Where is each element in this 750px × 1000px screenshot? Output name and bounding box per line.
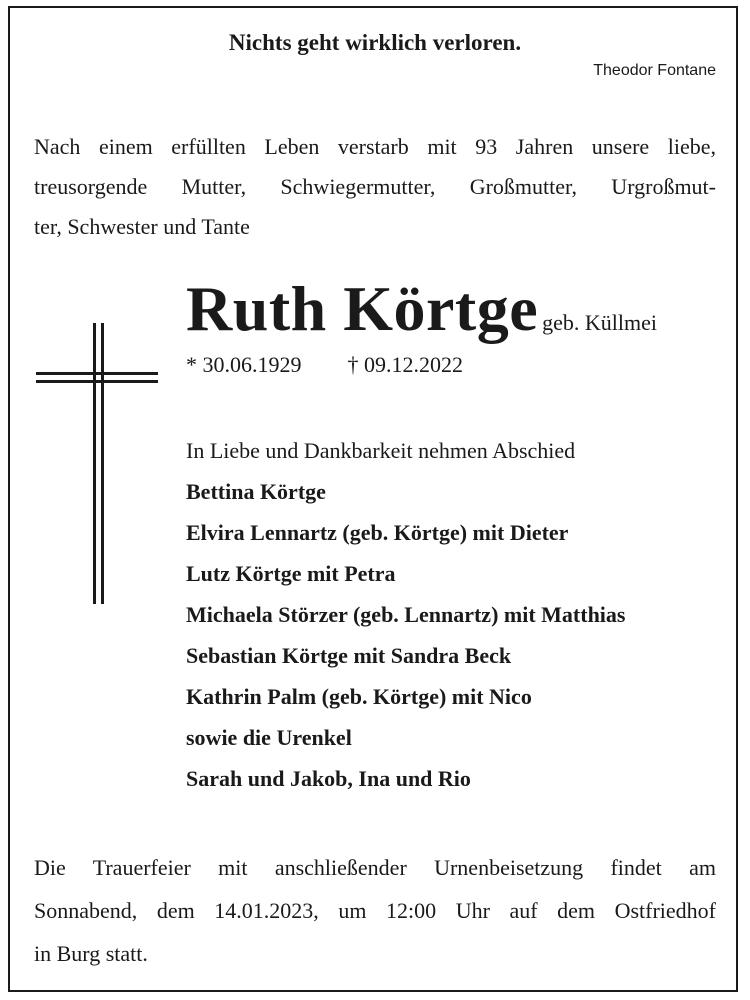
mourner-name: Lutz Körtge mit Petra [186, 561, 396, 586]
deceased-name: Ruth Körtge [186, 273, 539, 344]
mourner-name: Kathrin Palm (geb. Körtge) mit Nico [186, 684, 532, 709]
farewell-block [186, 430, 625, 799]
mourner-name: Sebastian Körtge mit Sandra Beck [186, 643, 512, 668]
mourner-name: sowie die Urenkel [186, 725, 352, 750]
intro-line: ter, Schwester und Tante [34, 214, 250, 239]
ceremony-line: Die Trauerfeier mit anschließender Urnenbeisetzung findet am [34, 855, 716, 880]
mourner-name: Sarah und Jakob, Ina und Rio [186, 766, 471, 791]
motto-author: Theodor Fontane [593, 62, 716, 79]
mourner-name: Elvira Lennartz (geb. Körtge) mit Dieter [186, 520, 569, 545]
ceremony-text [34, 846, 716, 975]
ceremony-line: Sonnabend, dem 14.01.2023, um 12:00 Uhr auf dem Ostfriedhof [34, 898, 716, 923]
intro-line: treusorgende Mutter, Schwiegermutter, Großmutter, Urgroßmut- [34, 174, 716, 199]
intro-line: Nach einem erfüllten Leben verstarb mit 93 Jahren unsere liebe, [34, 134, 716, 159]
ceremony-line: in Burg statt. [34, 941, 148, 966]
mourner-name: Michaela Störzer (geb. Lennartz) mit Matthias [186, 602, 626, 627]
maiden-name: geb. Küllmei [542, 310, 657, 335]
death-date: † 09.12.2022 [347, 352, 463, 377]
motto-quote: Nichts geht wirklich verloren. [228, 30, 522, 55]
farewell-heading: In Liebe und Dankbarkeit nehmen Abschied [186, 438, 576, 463]
mourner-name: Bettina Körtge [186, 479, 326, 504]
birth-date: * 30.06.1929 [186, 352, 302, 377]
